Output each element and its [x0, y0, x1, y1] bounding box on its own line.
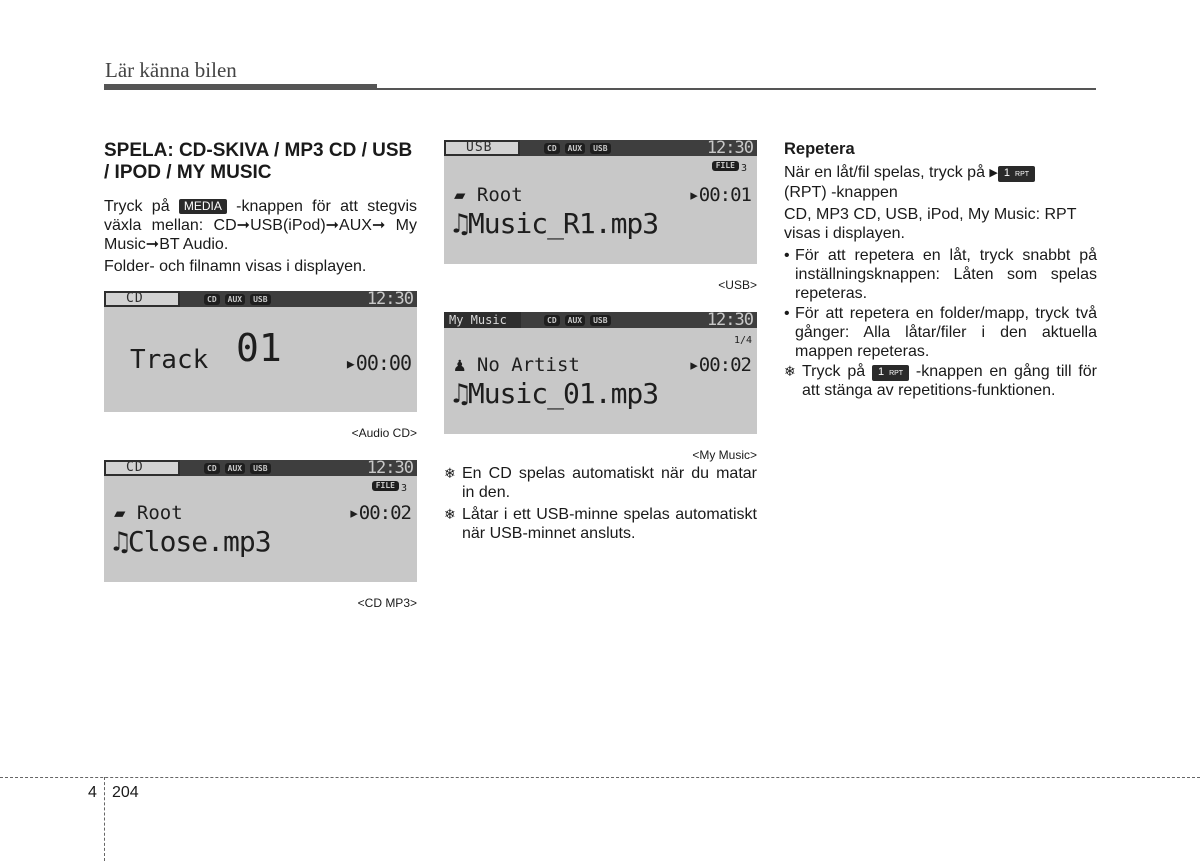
note-text: En CD spelas automatiskt när du matar in den.	[462, 465, 757, 501]
note-usb-autoplay	[444, 505, 757, 543]
lcd-mode-label: CD	[104, 460, 180, 476]
bullet-dot-icon: •	[784, 305, 790, 322]
footer-rule	[0, 777, 1200, 778]
lcd-tag-cd: CD	[544, 143, 560, 154]
lcd-source-tags	[544, 143, 611, 154]
lcd-track-number: 01	[236, 326, 282, 370]
lcd-tag-cd: CD	[204, 463, 220, 474]
rpt-button-badge	[998, 166, 1035, 182]
lcd-clock: 12:30	[706, 312, 753, 330]
header-rule-thick	[104, 84, 377, 90]
lcd-tag-usb: USB	[250, 294, 270, 305]
note-text: Låtar i ett USB-minne spelas automatiskt när USB-minnet ansluts.	[462, 506, 757, 542]
note-cd-autoplay	[444, 464, 757, 502]
lcd-clock: 12:30	[366, 460, 413, 478]
note-text	[802, 362, 1097, 400]
note-rpt-off	[784, 362, 1097, 400]
repeat-paragraph	[784, 163, 1097, 202]
lcd-mode-label: CD	[104, 291, 180, 307]
lcd-source-tags	[204, 294, 271, 305]
bullet-dot-icon: •	[784, 247, 790, 264]
lcd-tag-usb: USB	[590, 315, 610, 326]
caption-my-music: <My Music>	[692, 448, 757, 462]
play-triangle-icon: ▶	[989, 167, 998, 179]
intro-post: -knappen för att stegvis växla mellan: CD➞USB(iPod)➞AUX➞ My Music➞BT Audio.	[104, 198, 417, 253]
caption-cd-mp3: <CD MP3>	[357, 596, 417, 610]
page-header-title: Lär känna bilen	[105, 58, 237, 82]
lcd-file-tag: FILE	[712, 161, 739, 171]
repeat-heading: Repetera	[784, 140, 855, 158]
caption-audio-cd: <Audio CD>	[351, 426, 417, 440]
lcd-tag-aux: AUX	[565, 315, 585, 326]
lcd-file-name: ♫Music_R1.mp3	[452, 207, 659, 240]
lcd-file-tag: FILE	[372, 481, 399, 491]
footer-vertical-rule	[104, 777, 105, 861]
lcd-elapsed-time: ▸00:02	[348, 502, 411, 524]
footer-page-number: 204	[112, 784, 139, 801]
column-left	[104, 140, 417, 630]
note-mark-icon: ❄	[444, 506, 456, 522]
lcd-clock: 12:30	[366, 291, 413, 309]
lcd-elapsed-time: ▸00:01	[688, 184, 751, 206]
lcd-usb	[444, 140, 757, 264]
bullet-text: För att repetera en folder/mapp, tryck två gånger: Alla låtar/filer i den aktuella mappen repeteras.	[795, 305, 1097, 360]
note-post: -knappen en gång till för att stänga av repetitions-funktionen.	[802, 363, 1098, 399]
note-mark-icon: ❄	[784, 363, 796, 379]
rpt-display-paragraph: CD, MP3 CD, USB, iPod, My Music: RPT visas i displayen.	[784, 206, 1077, 242]
rpt-number: 1	[877, 366, 885, 378]
lcd-clock: 12:30	[706, 140, 753, 158]
footer-chapter-number: 4	[88, 784, 97, 801]
bullet-repeat-folder	[784, 304, 1097, 361]
rpt-label: RPT	[1015, 171, 1030, 178]
lcd-tag-cd: CD	[204, 294, 220, 305]
lcd-tag-aux: AUX	[225, 294, 245, 305]
lcd-mode-label: My Music	[444, 312, 521, 328]
lcd-elapsed-time: ▸00:02	[688, 354, 751, 376]
lcd-file-number: 3	[400, 483, 407, 494]
lcd-mode-label: USB	[444, 140, 520, 156]
lcd-tag-aux: AUX	[565, 143, 585, 154]
lcd-file-name: ♫Music_01.mp3	[452, 377, 659, 410]
lcd-file-number: 3	[740, 163, 747, 174]
rpt-button-badge	[872, 365, 909, 381]
column-middle	[444, 140, 757, 546]
lcd-source-tags	[204, 463, 271, 474]
intro-pre: Tryck på	[104, 198, 170, 215]
rpt-number: 1	[1003, 167, 1011, 179]
repeat-pre: När en låt/fil spelas, tryck på	[784, 164, 985, 181]
lcd-audio-cd	[104, 291, 417, 412]
lcd-folder-name: ▰ Root	[454, 184, 523, 206]
lcd-tag-usb: USB	[590, 143, 610, 154]
bullet-repeat-song	[784, 246, 1097, 303]
lcd-folder-name: ▰ Root	[114, 502, 183, 524]
caption-usb: <USB>	[718, 278, 757, 292]
lcd-track-label: Track	[130, 345, 209, 375]
lcd-my-music	[444, 312, 757, 434]
lcd-tag-aux: AUX	[225, 463, 245, 474]
repeat-post: (RPT) -knappen	[784, 184, 898, 201]
lcd-cd-mp3	[104, 460, 417, 582]
media-button-badge: MEDIA	[179, 199, 227, 214]
lcd-tag-usb: USB	[250, 463, 270, 474]
section-title: SPELA: CD-SKIVA / MP3 CD / USB / IPOD / MY MUSIC	[104, 140, 413, 183]
lcd-artist-name: ♟ No Artist	[454, 354, 580, 376]
lcd-source-tags	[544, 315, 611, 326]
lcd-file-name: ♫Close.mp3	[112, 525, 271, 558]
folder-paragraph: Folder- och filnamn visas i displayen.	[104, 258, 367, 275]
rpt-label: RPT	[889, 370, 904, 377]
note-pre: Tryck på	[802, 363, 866, 380]
bullet-text: För att repetera en låt, tryck snabbt på inställningsknappen: Låten som spelas repeteras.	[795, 247, 1097, 302]
intro-paragraph	[104, 197, 417, 254]
column-right	[784, 140, 1097, 403]
lcd-tag-cd: CD	[544, 315, 560, 326]
lcd-track-ratio: 1/4	[733, 335, 752, 346]
header-rule-thin	[377, 88, 1096, 90]
note-mark-icon: ❄	[444, 465, 456, 481]
lcd-elapsed-time: ▸00:00	[344, 351, 411, 375]
